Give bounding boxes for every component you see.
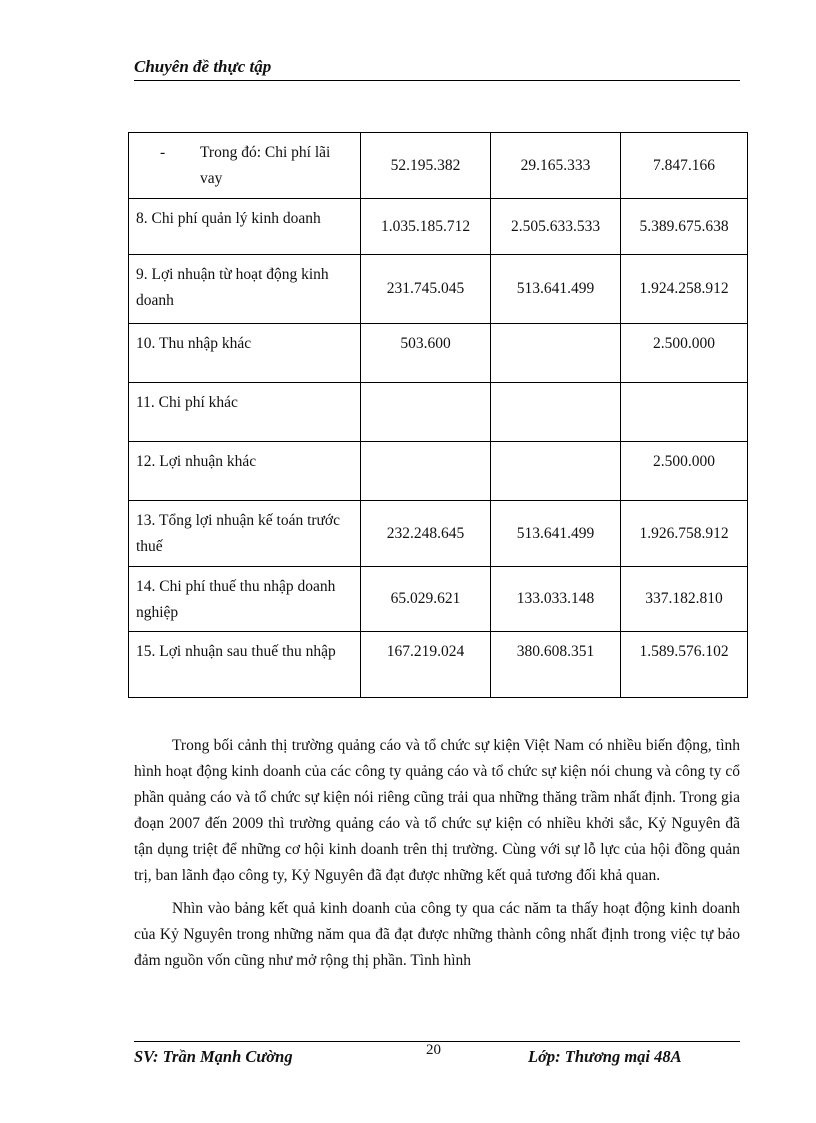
- row-label: 13. Tổng lợi nhuận kế toán trước thuế: [129, 501, 361, 567]
- financial-table: [128, 132, 748, 698]
- table-row: [129, 567, 748, 632]
- table-cell: 513.641.499: [491, 501, 621, 567]
- paragraph: Nhìn vào bảng kết quả kinh doanh của công ty qua các năm ta thấy hoạt động kinh doanh của Kỷ Nguyên trong những năm qua đã đạt được những thành công nhất định trong việc tự bảo đảm nguồn vốn cũng như mở rộng thị phần. Tình hình: [134, 900, 740, 969]
- table-cell: 1.926.758.912: [621, 501, 748, 567]
- table-row: [129, 324, 748, 383]
- table-cell: 2.500.000: [621, 324, 748, 383]
- header-title: Chuyên đề thực tập: [134, 57, 272, 76]
- page-number: 20: [426, 1042, 441, 1058]
- footer-student: SV: Trần Mạnh Cường: [134, 1047, 293, 1066]
- row-label: 14. Chi phí thuế thu nhập doanh nghiệp: [129, 567, 361, 632]
- table-cell: 232.248.645: [361, 501, 491, 567]
- table-cell: 1.035.185.712: [361, 199, 491, 255]
- table-cell: 65.029.621: [361, 567, 491, 632]
- row-label: 8. Chi phí quản lý kinh doanh: [129, 199, 361, 255]
- table-cell: 231.745.045: [361, 255, 491, 324]
- table-row: [129, 133, 748, 199]
- table-cell: 133.033.148: [491, 567, 621, 632]
- table-cell: [491, 442, 621, 501]
- table-cell: 337.182.810: [621, 567, 748, 632]
- row-label: 9. Lợi nhuận từ hoạt động kinh doanh: [129, 255, 361, 324]
- page-footer: [134, 1041, 740, 1072]
- table-row: [129, 632, 748, 698]
- table-cell: 29.165.333: [491, 133, 621, 199]
- table-cell: [491, 383, 621, 442]
- table-cell: 52.195.382: [361, 133, 491, 199]
- table-cell: 5.389.675.638: [621, 199, 748, 255]
- bullet-dash: -: [160, 144, 166, 161]
- table-cell: 2.505.633.533: [491, 199, 621, 255]
- table-cell: [491, 324, 621, 383]
- row-label: 12. Lợi nhuận khác: [129, 442, 361, 501]
- row-label: 15. Lợi nhuận sau thuế thu nhập: [129, 632, 361, 698]
- row-label: 10. Thu nhập khác: [129, 324, 361, 383]
- table-cell: [361, 383, 491, 442]
- table-cell: 1.924.258.912: [621, 255, 748, 324]
- table-cell: 7.847.166: [621, 133, 748, 199]
- table-cell: [361, 442, 491, 501]
- footer-class: Lớp: Thương mại 48A: [528, 1047, 682, 1066]
- table-row: [129, 199, 748, 255]
- table-cell: 513.641.499: [491, 255, 621, 324]
- table-cell: 503.600: [361, 324, 491, 383]
- table-row: [129, 383, 748, 442]
- body-text: [134, 733, 740, 981]
- table-cell: 167.219.024: [361, 632, 491, 698]
- table-cell: 2.500.000: [621, 442, 748, 501]
- row-label: - Trong đó: Chi phí lãi vay: [129, 133, 361, 199]
- paragraph: Trong bối cảnh thị trường quảng cáo và tổ chức sự kiện Việt Nam có nhiều biến động, tình hình hoạt động kinh doanh của các công ty quảng cáo và tổ chức sự kiện nói chung và công ty cổ phần quảng cáo và tổ chức sự kiện nói riêng cũng trải qua những thăng trầm nhất định. Trong gia đoạn 2007 đến 2009 thì trường quảng cáo và tổ chức sự kiện có nhiều khởi sắc, Kỷ Nguyên đã tận dụng triệt để những cơ hội kinh doanh trên thị trường. Cùng với sự lỗ lực của hội đồng quản trị, ban lãnh đạo công ty, Kỷ Nguyên đã đạt được những kết quả tương đối khả quan.: [134, 737, 740, 884]
- table-row: [129, 442, 748, 501]
- row-label: 11. Chi phí khác: [129, 383, 361, 442]
- table-row: [129, 501, 748, 567]
- table-row: [129, 255, 748, 324]
- table-cell: [621, 383, 748, 442]
- page-header: [134, 56, 740, 81]
- table-cell: 380.608.351: [491, 632, 621, 698]
- table-cell: 1.589.576.102: [621, 632, 748, 698]
